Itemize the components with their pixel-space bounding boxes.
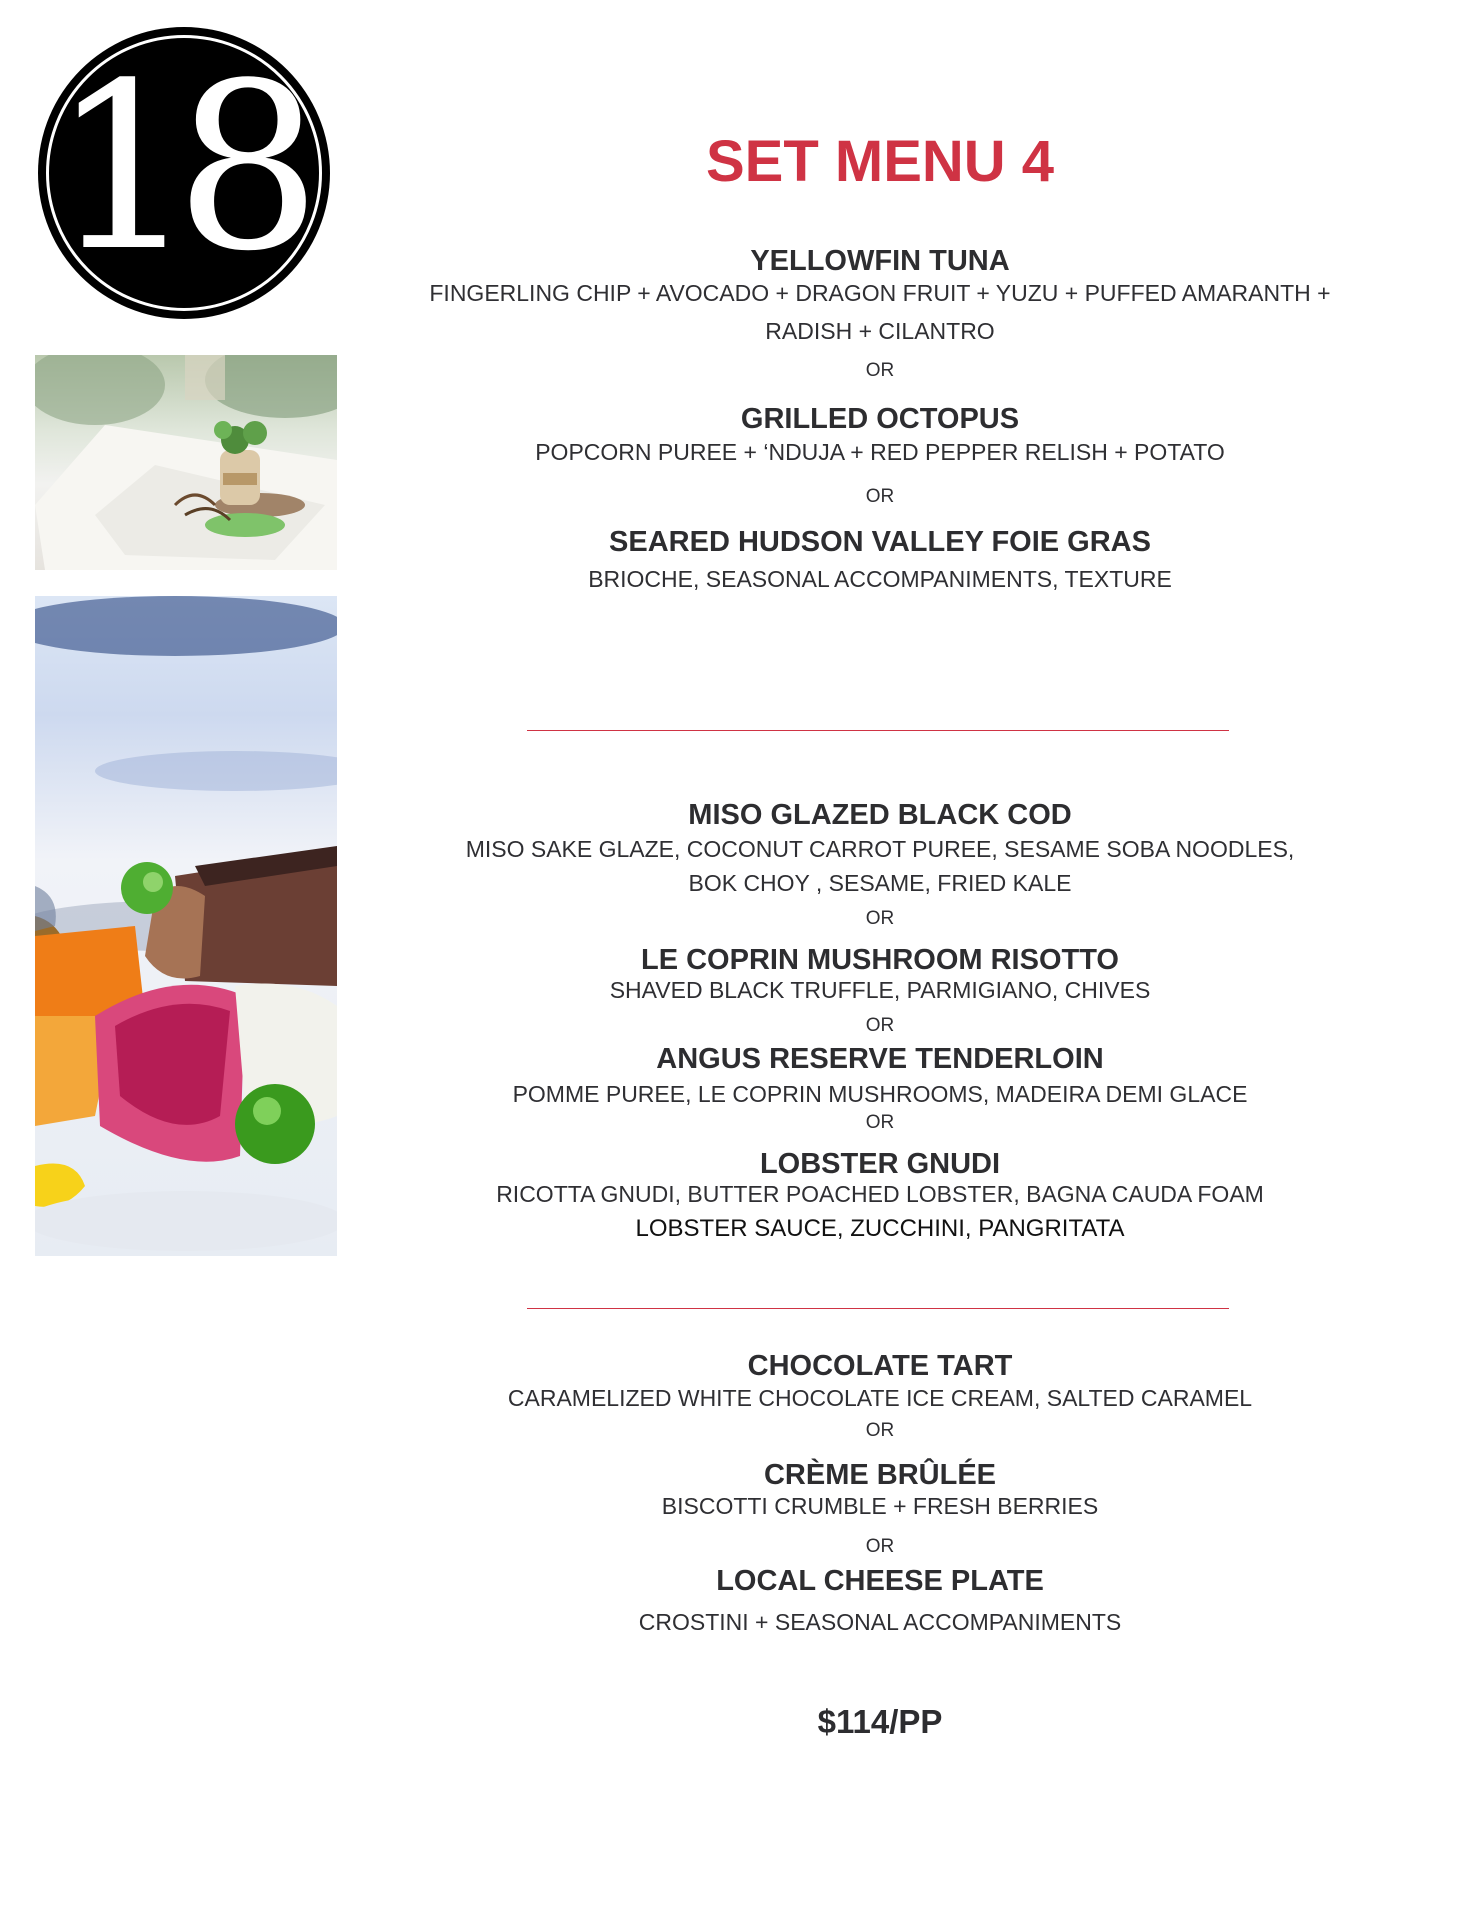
- menu-title: SET MENU 4: [705, 129, 1055, 194]
- dish-name: LE COPRIN MUSHROOM RISOTTO: [641, 944, 1119, 976]
- dish-photo-bottom: [35, 596, 337, 1256]
- dish-name: YELLOWFIN TUNA: [750, 245, 1010, 277]
- or-separator: OR: [865, 1536, 895, 1557]
- or-separator: OR: [865, 1015, 895, 1036]
- dish-description: POMME PUREE, LE COPRIN MUSHROOMS, MADEIRA DEMI GLACE: [512, 1081, 1248, 1107]
- dish-description: BOK CHOY , SESAME, FRIED KALE: [688, 870, 1072, 896]
- dish-name: GRILLED OCTOPUS: [740, 403, 1020, 435]
- dish-description: BRIOCHE, SEASONAL ACCOMPANIMENTS, TEXTURE: [588, 566, 1172, 592]
- dish-description: CARAMELIZED WHITE CHOCOLATE ICE CREAM, SALTED CARAMEL: [507, 1385, 1253, 1411]
- dish-description: MISO SAKE GLAZE, COCONUT CARROT PUREE, SESAME SOBA NOODLES,: [465, 836, 1295, 862]
- or-separator: OR: [865, 360, 895, 381]
- dish-description: POPCORN PUREE + ‘NDUJA + RED PEPPER RELISH + POTATO: [535, 439, 1225, 465]
- or-separator: OR: [865, 486, 895, 507]
- dish-name: ANGUS RESERVE TENDERLOIN: [656, 1043, 1104, 1075]
- dish-description: BISCOTTI CRUMBLE + FRESH BERRIES: [661, 1493, 1099, 1519]
- price: $114/PP: [817, 1703, 943, 1740]
- or-separator: OR: [865, 908, 895, 929]
- or-separator: OR: [865, 1112, 895, 1133]
- dish-description: RADISH + CILANTRO: [765, 318, 995, 344]
- logo-number: 18: [50, 35, 300, 302]
- restaurant-logo: [38, 27, 330, 319]
- dish-name: CHOCOLATE TART: [747, 1350, 1013, 1382]
- dish-description: SHAVED BLACK TRUFFLE, PARMIGIANO, CHIVES: [609, 977, 1151, 1003]
- dish-name: MISO GLAZED BLACK COD: [688, 799, 1072, 831]
- dish-name: CRÈME BRÛLÉE: [763, 1459, 996, 1491]
- section-divider: [527, 1308, 1229, 1309]
- dish-description: LOBSTER SAUCE, ZUCCHINI, PANGRITATA: [635, 1215, 1125, 1242]
- dish-description: FINGERLING CHIP + AVOCADO + DRAGON FRUIT + YUZU + PUFFED AMARANTH +: [429, 280, 1331, 306]
- section-divider: [527, 730, 1229, 731]
- dish-name: LOCAL CHEESE PLATE: [716, 1565, 1044, 1597]
- dish-description: RICOTTA GNUDI, BUTTER POACHED LOBSTER, BAGNA CAUDA FOAM: [496, 1181, 1264, 1207]
- dish-description: CROSTINI + SEASONAL ACCOMPANIMENTS: [638, 1609, 1122, 1635]
- dish-name: SEARED HUDSON VALLEY FOIE GRAS: [609, 526, 1151, 558]
- dish-name: LOBSTER GNUDI: [759, 1148, 1001, 1180]
- or-separator: OR: [865, 1420, 895, 1441]
- dish-photo-top: [35, 355, 337, 570]
